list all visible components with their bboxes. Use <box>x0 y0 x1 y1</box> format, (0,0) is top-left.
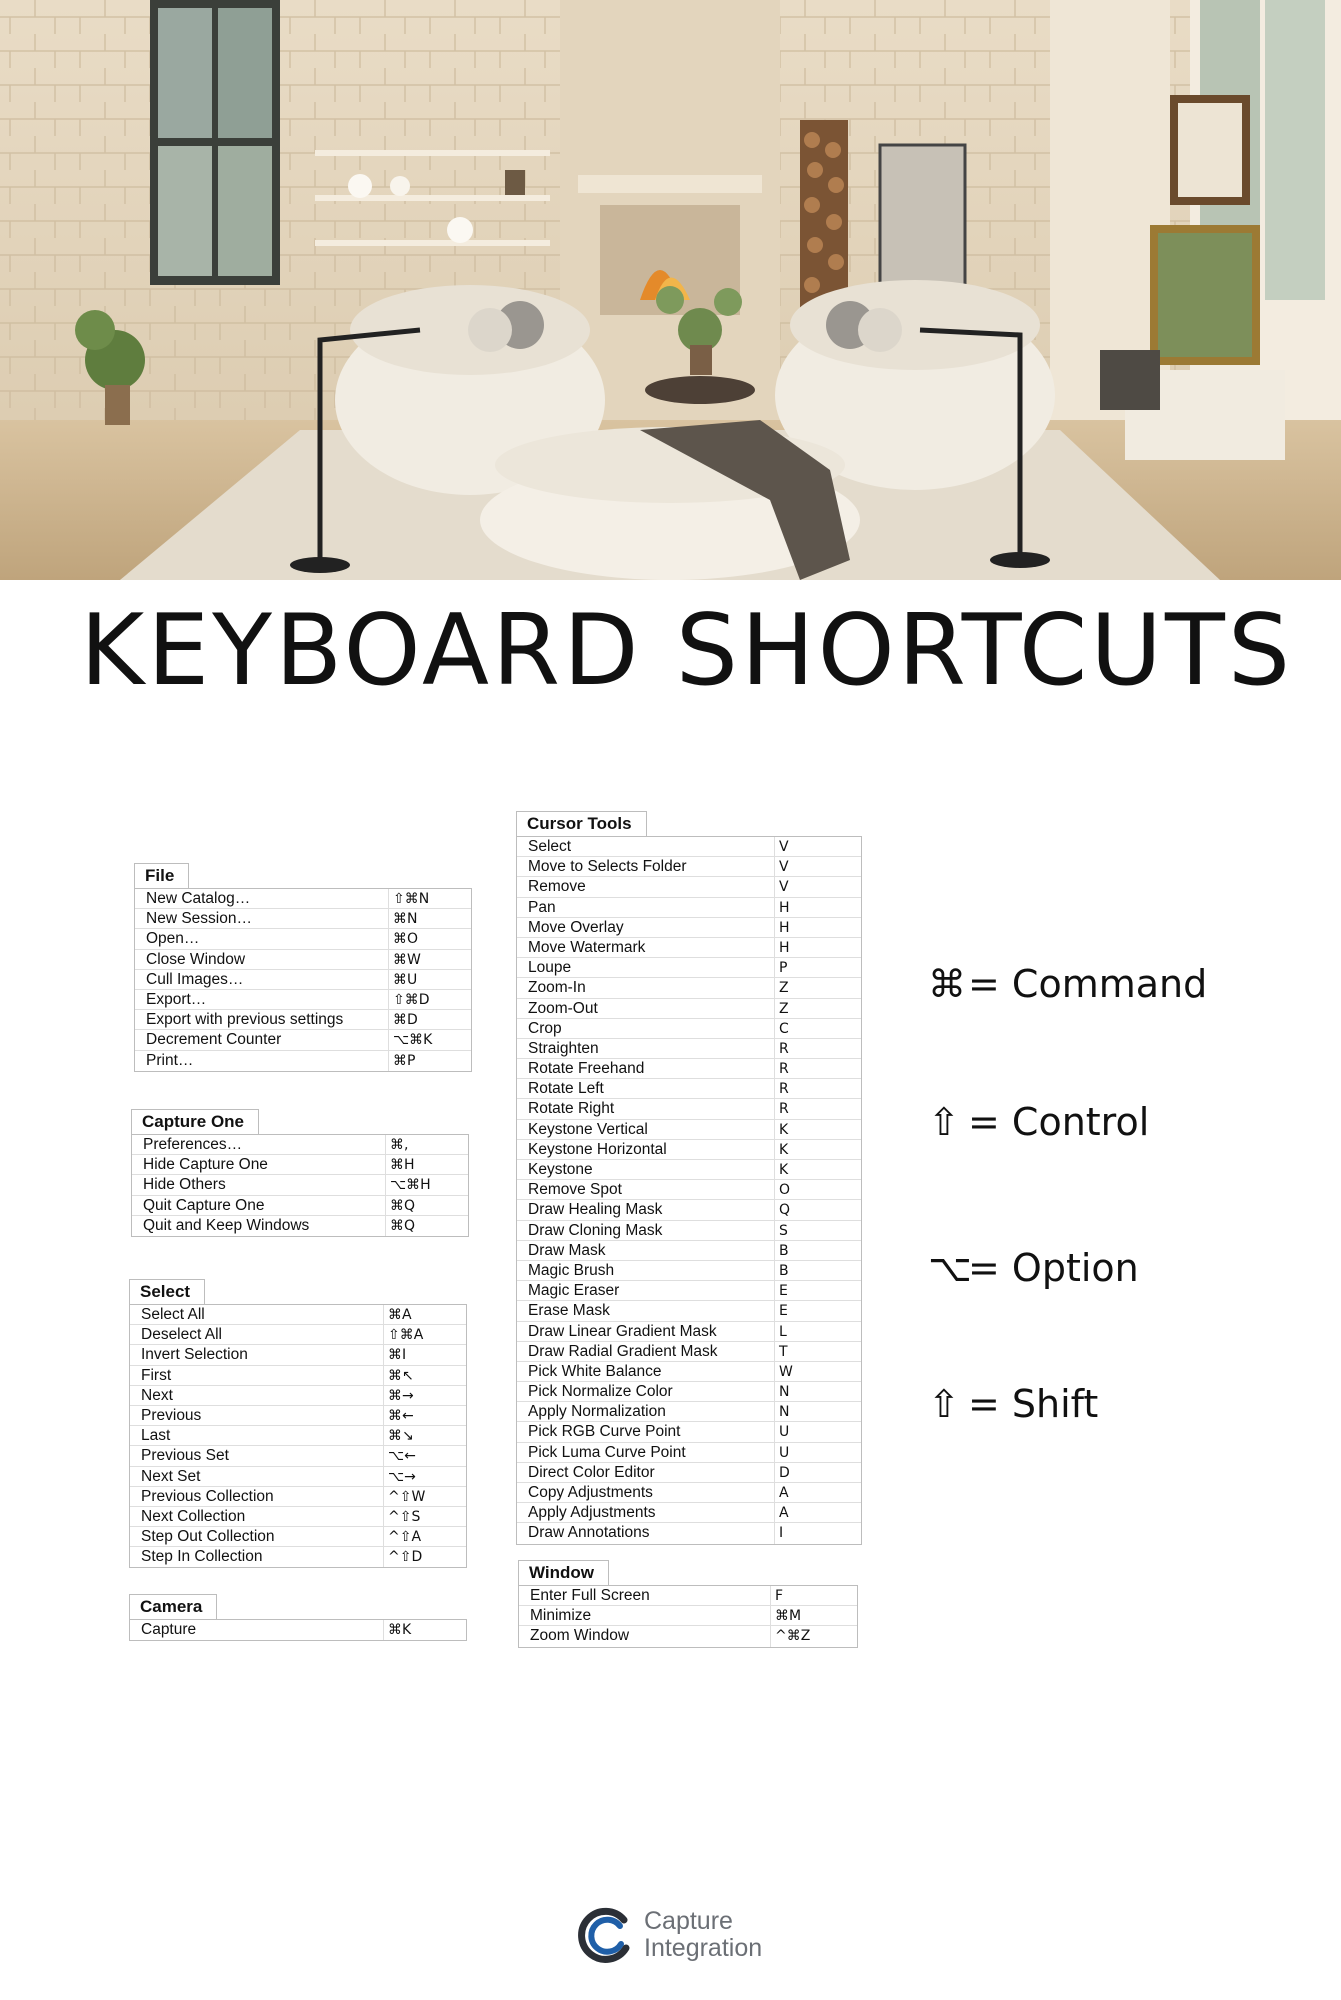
shortcut-label: Move Watermark <box>528 938 646 956</box>
shortcut-key: R <box>774 1059 861 1078</box>
shortcut-label: Select <box>528 838 572 855</box>
shortcut-row <box>130 1426 466 1446</box>
command-key-icon: ⌘ <box>928 962 966 1006</box>
shortcut-label: Open… <box>146 930 200 948</box>
legend-shift <box>928 1382 1098 1426</box>
option-key-icon: ⌥ <box>928 1246 972 1290</box>
section-file <box>134 863 472 1072</box>
shortcut-row <box>517 1019 861 1039</box>
shortcut-row <box>135 970 471 990</box>
shortcut-row <box>517 1342 861 1362</box>
shortcut-key: ^⇧D <box>383 1547 466 1567</box>
shortcut-key: ⌥⌘H <box>385 1175 468 1194</box>
shortcut-row <box>517 1322 861 1342</box>
legend-command <box>928 962 1207 1006</box>
shortcut-label: New Catalog… <box>146 890 251 907</box>
shortcut-key: V <box>774 837 861 856</box>
shortcut-row <box>517 1382 861 1402</box>
shortcut-label: Pan <box>528 898 556 916</box>
shortcut-label: Draw Linear Gradient Mask <box>528 1322 717 1340</box>
page-title: KEYBOARD SHORTCUTS <box>80 594 1294 708</box>
shortcut-row <box>517 877 861 897</box>
shortcut-key: ⌘K <box>383 1620 466 1640</box>
shortcut-label: Zoom-In <box>528 979 586 997</box>
shortcut-key: ⌘H <box>385 1155 468 1174</box>
shortcut-label: Loupe <box>528 959 572 977</box>
shortcut-key: ⇧⌘D <box>388 990 471 1009</box>
shortcut-row <box>517 1221 861 1241</box>
shortcut-label: Rotate Left <box>528 1080 604 1098</box>
logo-line-2: Integration <box>644 1934 763 1962</box>
shortcut-key: ⇧⌘N <box>388 889 471 908</box>
shortcut-key: ⌘D <box>388 1010 471 1029</box>
shortcut-label: Draw Healing Mask <box>528 1201 663 1219</box>
section-title: Window <box>518 1560 609 1585</box>
capture-integration-logo <box>576 1906 762 1964</box>
shortcut-label: Cull Images… <box>146 970 244 988</box>
legend-control <box>928 1100 1149 1144</box>
shortcut-table <box>518 1585 858 1648</box>
legend-text: = Option <box>968 1246 1139 1290</box>
shortcut-label: Keystone Horizontal <box>528 1140 667 1158</box>
shortcut-key: ⌘← <box>383 1406 466 1425</box>
shortcut-row <box>519 1626 857 1646</box>
shortcut-key: E <box>774 1281 861 1300</box>
shortcut-row <box>519 1606 857 1626</box>
shortcut-row <box>519 1586 857 1606</box>
shortcut-key: ⌘, <box>385 1135 468 1154</box>
shortcut-label: Hide Capture One <box>143 1156 268 1174</box>
shortcut-label: First <box>141 1366 172 1384</box>
shortcut-row <box>517 1180 861 1200</box>
shortcut-key: F <box>770 1586 857 1605</box>
shortcut-table <box>134 888 472 1072</box>
shortcut-key: ⌘↖ <box>383 1366 466 1385</box>
shortcut-label: Preferences… <box>143 1136 243 1153</box>
shortcut-key: U <box>774 1443 861 1462</box>
section-select <box>129 1279 467 1568</box>
shortcut-table <box>131 1134 469 1237</box>
shortcut-key: ⌘↘ <box>383 1426 466 1445</box>
shortcut-row <box>517 1241 861 1261</box>
shortcut-table <box>129 1619 467 1641</box>
shortcut-row <box>135 909 471 929</box>
legend-text: = Shift <box>968 1382 1099 1426</box>
shortcut-row <box>517 918 861 938</box>
shortcut-key: ⌘W <box>388 950 471 969</box>
shortcut-label: Pick Normalize Color <box>528 1383 673 1401</box>
shortcut-label: Select All <box>141 1306 205 1323</box>
shortcut-row <box>517 1099 861 1119</box>
shortcut-label: Copy Adjustments <box>528 1484 653 1501</box>
shortcut-row <box>517 999 861 1019</box>
shortcut-label: Pick RGB Curve Point <box>528 1423 681 1441</box>
shortcut-key: ^⇧W <box>383 1487 466 1506</box>
shortcut-label: Pick Luma Curve Point <box>528 1443 686 1461</box>
shortcut-label: Magic Brush <box>528 1261 615 1279</box>
shortcut-key: A <box>774 1503 861 1522</box>
shortcut-key: A <box>774 1483 861 1502</box>
shortcut-key: L <box>774 1322 861 1341</box>
shortcut-label: Next Set <box>141 1467 201 1485</box>
shortcut-key: ⌘M <box>770 1606 857 1625</box>
shortcut-row <box>135 889 471 909</box>
shortcut-label: Next <box>141 1386 173 1404</box>
shortcut-label: Keystone <box>528 1161 593 1178</box>
shortcut-table <box>516 836 862 1545</box>
shortcut-row <box>517 1503 861 1523</box>
shortcut-key: V <box>774 857 861 876</box>
legend-text: = Control <box>968 1100 1150 1144</box>
shortcut-key: H <box>774 918 861 937</box>
living-room-image <box>0 0 1341 580</box>
shortcut-key: D <box>774 1463 861 1482</box>
shortcut-key: ⌘→ <box>383 1386 466 1405</box>
shortcut-label: Zoom-Out <box>528 999 598 1017</box>
shortcut-row <box>517 1160 861 1180</box>
shortcut-label: Enter Full Screen <box>530 1587 650 1604</box>
shortcut-row <box>517 898 861 918</box>
shortcut-row <box>135 929 471 949</box>
shortcut-label: Capture <box>141 1621 197 1638</box>
shortcut-row <box>130 1325 466 1345</box>
shortcut-label: Last <box>141 1427 171 1445</box>
shortcut-row <box>135 1030 471 1050</box>
shortcut-key: R <box>774 1079 861 1098</box>
shortcut-row <box>517 1079 861 1099</box>
shortcut-row <box>135 990 471 1010</box>
shortcut-label: Move Overlay <box>528 918 624 936</box>
shortcut-label: Next Collection <box>141 1507 246 1525</box>
shortcut-row <box>517 958 861 978</box>
shortcut-row <box>135 1051 471 1071</box>
shortcut-key: W <box>774 1362 861 1381</box>
shortcut-key: ⌘Q <box>385 1196 468 1215</box>
logo-mark-icon <box>576 1906 634 1964</box>
shortcut-key: ⌘N <box>388 909 471 928</box>
shortcut-row <box>517 857 861 877</box>
shortcut-row <box>517 1443 861 1463</box>
shortcut-key: K <box>774 1160 861 1179</box>
shortcut-row <box>132 1196 468 1216</box>
shortcut-row <box>132 1216 468 1236</box>
shortcut-label: Previous Collection <box>141 1487 274 1505</box>
shortcut-key: ^⇧S <box>383 1507 466 1526</box>
section-capture-one <box>131 1109 469 1237</box>
shortcut-label: Close Window <box>146 950 246 968</box>
shortcut-row <box>517 1200 861 1220</box>
shortcut-row <box>130 1406 466 1426</box>
section-window <box>518 1560 858 1648</box>
shortcut-label: Zoom Window <box>530 1627 630 1645</box>
shortcut-key: S <box>774 1221 861 1240</box>
shortcut-table <box>129 1304 467 1568</box>
shortcut-row <box>517 1301 861 1321</box>
shortcut-row <box>132 1135 468 1155</box>
shortcut-key: B <box>774 1261 861 1280</box>
shortcut-label: Quit and Keep Windows <box>143 1216 310 1234</box>
section-title: Select <box>129 1279 205 1304</box>
shortcut-key: R <box>774 1099 861 1118</box>
shortcut-row <box>517 978 861 998</box>
shortcut-key: ⌘A <box>383 1305 466 1324</box>
shortcut-key: P <box>774 958 861 977</box>
shortcut-row <box>517 1281 861 1301</box>
section-cursor-tools <box>516 811 862 1545</box>
shortcut-row <box>517 1120 861 1140</box>
shortcut-key: C <box>774 1019 861 1038</box>
shortcut-row <box>130 1507 466 1527</box>
shortcut-row <box>517 1140 861 1160</box>
shortcut-key: H <box>774 938 861 957</box>
shortcut-label: Rotate Freehand <box>528 1060 645 1078</box>
section-camera <box>129 1594 467 1641</box>
shortcut-label: Print… <box>146 1051 194 1069</box>
shortcut-row <box>517 1422 861 1442</box>
shortcut-row <box>517 1463 861 1483</box>
shortcut-key: K <box>774 1120 861 1139</box>
shortcut-key: ⌘I <box>383 1345 466 1364</box>
shortcut-key: I <box>774 1523 861 1543</box>
shortcut-key: O <box>774 1180 861 1199</box>
shortcut-key: U <box>774 1422 861 1441</box>
shortcut-row <box>130 1487 466 1507</box>
shortcut-label: Draw Cloning Mask <box>528 1221 663 1239</box>
shortcut-label: Move to Selects Folder <box>528 858 687 876</box>
shortcut-row <box>130 1386 466 1406</box>
shortcut-key: ^⇧A <box>383 1527 466 1546</box>
shortcut-label: Invert Selection <box>141 1346 248 1364</box>
shortcut-key: ⌘P <box>388 1051 471 1071</box>
shortcut-row <box>130 1446 466 1466</box>
shortcut-row <box>517 1402 861 1422</box>
shortcut-key: ^⌘Z <box>770 1626 857 1646</box>
logo-text <box>644 1908 762 1962</box>
shortcut-label: Erase Mask <box>528 1302 610 1320</box>
shortcut-key: ⌘Q <box>385 1216 468 1236</box>
shortcut-label: Remove Spot <box>528 1181 622 1199</box>
shortcut-key: H <box>774 898 861 917</box>
shortcut-key: R <box>774 1039 861 1058</box>
section-title: Cursor Tools <box>516 811 647 836</box>
shortcut-label: Deselect All <box>141 1326 222 1344</box>
shortcut-row <box>132 1175 468 1195</box>
shortcut-label: Apply Adjustments <box>528 1504 656 1522</box>
shortcut-row <box>517 1261 861 1281</box>
shortcut-row <box>517 1362 861 1382</box>
shortcut-key: ⌘U <box>388 970 471 989</box>
shortcut-key: B <box>774 1241 861 1260</box>
shortcut-label: Minimize <box>530 1607 592 1625</box>
shortcut-row <box>130 1547 466 1567</box>
shortcut-label: Draw Radial Gradient Mask <box>528 1342 718 1360</box>
shortcut-key: T <box>774 1342 861 1361</box>
shortcut-key: Q <box>774 1200 861 1219</box>
shortcut-label: Straighten <box>528 1039 599 1057</box>
shortcut-key: ⌘O <box>388 929 471 948</box>
shortcut-label: Step Out Collection <box>141 1528 275 1546</box>
shortcut-label: Keystone Vertical <box>528 1120 648 1138</box>
section-title: Camera <box>129 1594 217 1619</box>
shortcut-label: Hide Others <box>143 1176 226 1194</box>
shortcut-key: ⌥→ <box>383 1467 466 1486</box>
logo-line-1: Capture <box>644 1907 733 1935</box>
legend-option <box>928 1246 1139 1290</box>
shortcut-row <box>517 837 861 857</box>
shortcut-key: E <box>774 1301 861 1320</box>
shortcut-label: Previous <box>141 1406 202 1424</box>
shortcut-label: Remove <box>528 878 586 896</box>
shortcut-label: Step In Collection <box>141 1548 263 1566</box>
shortcut-label: Pick White Balance <box>528 1362 662 1380</box>
shortcut-label: Previous Set <box>141 1447 229 1465</box>
shortcut-row <box>135 1010 471 1030</box>
shortcut-label: Draw Annotations <box>528 1524 650 1542</box>
shortcut-label: Decrement Counter <box>146 1031 282 1049</box>
shortcut-label: Direct Color Editor <box>528 1463 655 1481</box>
shortcut-label: Quit Capture One <box>143 1196 265 1214</box>
shift-arrow-icon: ⇧ <box>928 1382 960 1426</box>
shortcut-row <box>517 938 861 958</box>
hero-photo <box>0 0 1341 580</box>
shortcut-row <box>130 1366 466 1386</box>
shortcut-key: Z <box>774 999 861 1018</box>
shortcut-key: N <box>774 1402 861 1421</box>
shortcut-label: New Session… <box>146 910 252 928</box>
shortcut-row <box>517 1059 861 1079</box>
shortcut-row <box>130 1527 466 1547</box>
shortcut-label: Apply Normalization <box>528 1403 666 1421</box>
shortcut-key: ⌥⌘K <box>388 1030 471 1049</box>
shortcut-label: Draw Mask <box>528 1241 606 1259</box>
shortcut-label: Magic Eraser <box>528 1282 620 1300</box>
shortcut-row <box>517 1039 861 1059</box>
shortcut-label: Export… <box>146 990 207 1008</box>
shortcut-row <box>517 1483 861 1503</box>
shortcut-key: K <box>774 1140 861 1159</box>
section-title: Capture One <box>131 1109 259 1134</box>
shortcut-label: Rotate Right <box>528 1100 615 1118</box>
shortcut-label: Crop <box>528 1019 562 1037</box>
shortcut-key: ⌥← <box>383 1446 466 1465</box>
shortcut-row <box>130 1620 466 1640</box>
shift-arrow-icon: ⇧ <box>928 1100 960 1144</box>
shortcut-row <box>132 1155 468 1175</box>
section-title: File <box>134 863 189 888</box>
shortcut-key: N <box>774 1382 861 1401</box>
shortcut-key: ⇧⌘A <box>383 1325 466 1344</box>
shortcut-key: Z <box>774 978 861 997</box>
shortcut-label: Export with previous settings <box>146 1011 344 1029</box>
legend-text: = Command <box>968 962 1208 1006</box>
shortcut-row <box>130 1305 466 1325</box>
shortcut-row <box>517 1523 861 1543</box>
shortcut-row <box>130 1467 466 1487</box>
shortcut-key: V <box>774 877 861 896</box>
shortcut-row <box>135 950 471 970</box>
shortcut-row <box>130 1345 466 1365</box>
